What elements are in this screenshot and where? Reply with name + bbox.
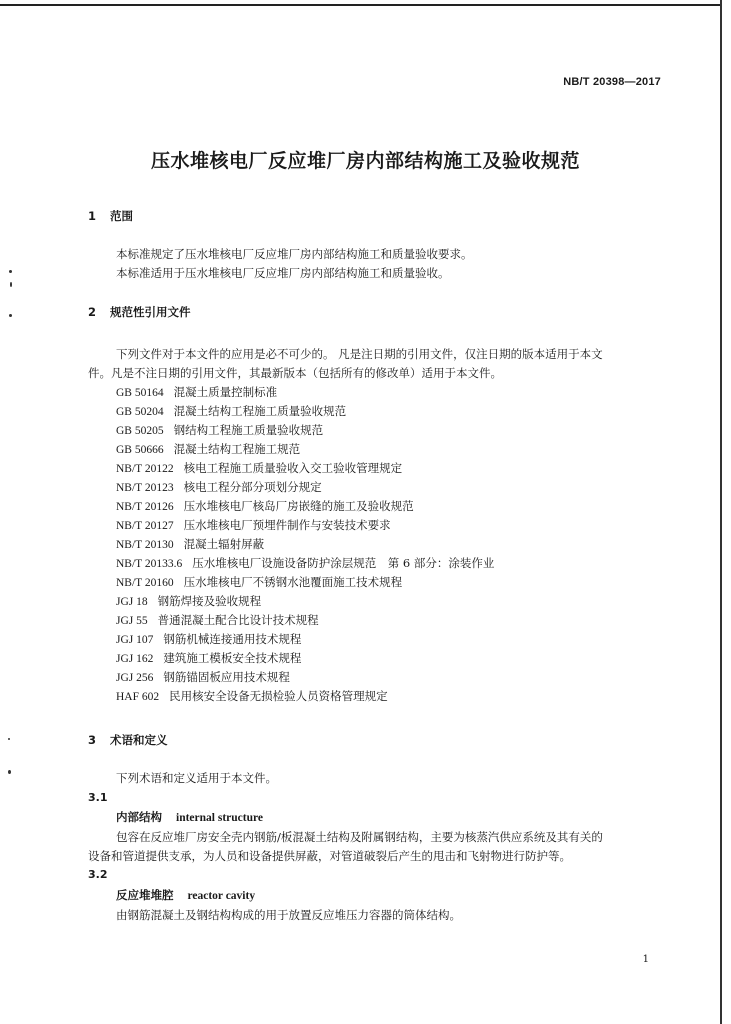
reference-code: NB/T 20126	[116, 501, 174, 513]
reference-code: JGJ 55	[116, 615, 148, 627]
reference-code: JGJ 162	[116, 653, 154, 665]
reference-code: JGJ 18	[116, 596, 148, 608]
reference-item	[116, 650, 301, 667]
document-title: 压水堆核电厂反应堆厂房内部结构施工及验收规范	[150, 150, 580, 172]
term-definition-line-1: 包容在反应堆厂房安全壳内钢筋/板混凝土结构及附属钢结构，主要为核蒸汽供应系统及其有关的	[116, 830, 603, 844]
scan-speck	[9, 270, 12, 273]
reference-code: JGJ 256	[116, 672, 154, 684]
section-1-paragraph-1: 本标准规定了压水堆核电厂反应堆厂房内部结构施工和质量验收要求。	[116, 247, 473, 261]
reference-code: GB 50666	[116, 444, 164, 456]
reference-title: 混凝土结构工程施工规范	[173, 442, 301, 456]
section-2-number: 2	[88, 305, 97, 319]
section-2-intro-line-2: 件。凡是不注日期的引用文件，其最新版本（包括所有的修改单）适用于本文件。	[88, 366, 502, 380]
section-1-number: 1	[88, 209, 97, 223]
term-number: 3.1	[88, 791, 108, 804]
reference-title: 钢筋锚固板应用技术规程	[163, 670, 290, 684]
page-number: 1	[642, 954, 649, 965]
reference-code: GB 50205	[116, 425, 164, 437]
term-heading	[116, 887, 255, 904]
top-border-rule	[0, 4, 722, 6]
reference-title: 核电工程分部分项划分规定	[183, 480, 322, 494]
reference-title: 建筑施工模板安全技术规程	[163, 651, 302, 665]
reference-title: 钢筋机械连接通用技术规程	[163, 632, 302, 646]
reference-item	[116, 555, 494, 572]
scan-speck	[10, 282, 12, 287]
reference-item	[116, 688, 388, 705]
section-3-number: 3	[88, 733, 97, 747]
section-1-title: 范围	[110, 209, 133, 223]
section-3-heading	[88, 732, 168, 748]
reference-item	[116, 384, 277, 401]
term-zh: 反应堆堆腔	[116, 888, 174, 902]
reference-item	[116, 593, 261, 610]
reference-code: NB/T 20127	[116, 520, 174, 532]
reference-title: 混凝土结构工程施工质量验收规范	[173, 404, 347, 418]
section-2-title: 规范性引用文件	[110, 305, 191, 319]
scan-speck	[8, 770, 11, 774]
reference-title: 混凝土辐射屏蔽	[183, 537, 265, 551]
reference-item	[116, 460, 402, 477]
reference-title: 压水堆核电厂设施设备防护涂层规范 第 6 部分：涂装作业	[192, 556, 495, 570]
term-zh: 内部结构	[116, 810, 162, 824]
reference-item	[116, 574, 402, 591]
reference-item	[116, 479, 322, 496]
reference-item	[116, 536, 264, 553]
term-en: internal structure	[176, 812, 263, 824]
term-heading	[116, 809, 263, 826]
reference-item	[116, 517, 391, 534]
term-definition-line-1: 由钢筋混凝土及钢结构构成的用于放置反应堆压力容器的筒体结构。	[116, 908, 461, 922]
section-3-title: 术语和定义	[110, 733, 168, 747]
scan-speck	[8, 738, 10, 740]
section-2-heading	[88, 304, 191, 320]
term-definition-line-2: 设备和管道提供支承，为人员和设备提供屏蔽，对管道破裂后产生的甩击和飞射物进行防护等。	[88, 849, 571, 863]
section-1-heading	[88, 208, 133, 224]
reference-item	[116, 612, 319, 629]
reference-code: HAF 602	[116, 691, 160, 703]
reference-item	[116, 422, 323, 439]
reference-code: NB/T 20123	[116, 482, 174, 494]
term-en: reactor cavity	[187, 890, 256, 902]
section-2-intro-line-1: 下列文件对于本文件的应用是必不可少的。 凡是注日期的引用文件，仅注日期的版本适用于本文	[116, 347, 603, 361]
scan-speck	[9, 314, 12, 317]
reference-code: NB/T 20133.6	[116, 558, 183, 570]
reference-title: 钢结构工程施工质量验收规范	[173, 423, 324, 437]
reference-code: NB/T 20122	[116, 463, 174, 475]
reference-title: 压水堆核电厂核岛厂房嵌缝的施工及验收规范	[183, 499, 414, 513]
reference-title: 钢筋焊接及验收规程	[157, 594, 262, 608]
reference-title: 压水堆核电厂预埋件制作与安装技术要求	[183, 518, 391, 532]
reference-code: JGJ 107	[116, 634, 154, 646]
section-3-intro: 下列术语和定义适用于本文件。	[116, 771, 277, 785]
reference-title: 民用核安全设备无损检验人员资格管理规定	[169, 689, 388, 703]
reference-item	[116, 669, 290, 686]
section-1-paragraph-2: 本标准适用于压水堆核电厂反应堆厂房内部结构施工和质量验收。	[116, 266, 450, 280]
standard-code: NB/T 20398—2017	[563, 76, 661, 88]
reference-item	[116, 441, 300, 458]
reference-item	[116, 403, 346, 420]
reference-title: 核电工程施工质量验收入交工验收管理规定	[183, 461, 403, 475]
reference-item	[116, 498, 414, 515]
term-number: 3.2	[88, 868, 108, 881]
reference-title: 普通混凝土配合比设计技术规程	[157, 613, 319, 627]
reference-code: GB 50164	[116, 387, 164, 399]
reference-code: NB/T 20160	[116, 577, 174, 589]
reference-title: 压水堆核电厂不锈钢水池覆面施工技术规程	[183, 575, 403, 589]
reference-code: NB/T 20130	[116, 539, 174, 551]
reference-title: 混凝土质量控制标准	[173, 385, 278, 399]
reference-code: GB 50204	[116, 406, 164, 418]
reference-item	[116, 631, 301, 648]
